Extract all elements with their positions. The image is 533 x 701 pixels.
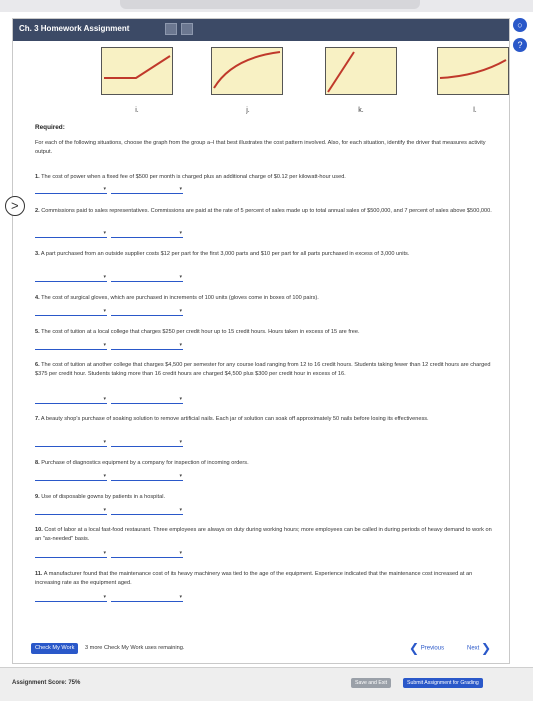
graph-label-l: l. [473, 107, 477, 114]
dropdown-arrow-icon: ▾ [179, 274, 182, 280]
next-label: Next [467, 645, 480, 652]
question-7 [35, 415, 495, 424]
question-4 [35, 294, 495, 303]
question-text: Commissions paid to sales representatives. Commissions are paid at the rate of 5 percent of sales made up to total annual sales of $500,000, and 7 percent of sales above $500,000. [41, 208, 492, 214]
question-8 [35, 459, 495, 468]
status-bar [0, 667, 533, 701]
dropdown-arrow-icon: ▾ [179, 507, 182, 513]
answer-row-7 [35, 439, 195, 447]
question-number: 7. [35, 416, 40, 422]
current-question-indicator[interactable] [5, 196, 25, 216]
driver-select-1[interactable] [111, 186, 183, 194]
graph-i-line [102, 48, 172, 94]
dropdown-arrow-icon: ▾ [179, 594, 182, 600]
submit-assignment-button[interactable]: Submit Assignment for Grading [403, 678, 483, 688]
dropdown-arrow-icon: ▾ [103, 507, 106, 513]
answer-row-3 [35, 274, 195, 282]
chevron-right-icon: ❯ [481, 641, 492, 655]
answer-row-8 [35, 473, 195, 481]
question-5 [35, 328, 495, 337]
remaining-uses-text: 3 more Check My Work uses remaining. [85, 645, 185, 651]
question-text: Purchase of diagnostics equipment by a company for inspection of incoming orders. [41, 460, 249, 466]
next-button[interactable] [467, 641, 491, 655]
driver-select-7[interactable] [111, 439, 183, 447]
graph-k-line [326, 48, 396, 94]
graph-select-4[interactable] [35, 308, 107, 316]
question-number: 8. [35, 460, 40, 466]
headset-icon[interactable]: ○ [513, 18, 527, 32]
graph-label-i: i. [135, 107, 139, 114]
graph-select-6[interactable] [35, 396, 107, 404]
question-number: 5. [35, 329, 40, 335]
question-number: 6. [35, 362, 40, 368]
graph-l-curve [438, 48, 508, 94]
chevron-right-icon: > [11, 198, 19, 213]
dropdown-arrow-icon: ▾ [103, 396, 106, 402]
answer-row-6 [35, 396, 195, 404]
driver-select-10[interactable] [111, 550, 183, 558]
graph-j-curve [212, 48, 282, 94]
dropdown-arrow-icon: ▾ [179, 473, 182, 479]
question-text: A part purchased from an outside supplier costs $12 per part for the first 3,000 parts and $10 per part for all parts purchased in excess of 3,000 units. [40, 251, 410, 257]
question-text: A manufacturer found that the maintenance cost of its heavy machinery was tied to the age of the equipment. Experience indicated that the maintenance cost increased at an increasing rate as the equipment aged. [35, 571, 473, 586]
page-icon[interactable] [181, 23, 193, 35]
dropdown-arrow-icon: ▾ [179, 396, 182, 402]
graph-j [211, 47, 283, 95]
question-10 [35, 526, 495, 544]
dropdown-arrow-icon: ▾ [179, 186, 182, 192]
answer-row-11 [35, 594, 195, 602]
driver-select-8[interactable] [111, 473, 183, 481]
dropdown-arrow-icon: ▾ [103, 473, 106, 479]
question-text: Use of disposable gowns by patients in a hospital. [41, 494, 165, 500]
graph-select-2[interactable] [35, 230, 107, 238]
dropdown-arrow-icon: ▾ [179, 439, 182, 445]
question-number: 2. [35, 208, 40, 214]
answer-row-9 [35, 507, 195, 515]
dropdown-arrow-icon: ▾ [179, 230, 182, 236]
question-11 [35, 570, 495, 588]
driver-select-6[interactable] [111, 396, 183, 404]
dropdown-arrow-icon: ▾ [103, 308, 106, 314]
question-9 [35, 493, 495, 502]
graph-k [325, 47, 397, 95]
graph-select-8[interactable] [35, 473, 107, 481]
question-3 [35, 250, 495, 259]
driver-select-11[interactable] [111, 594, 183, 602]
graph-select-1[interactable] [35, 186, 107, 194]
print-icon[interactable] [165, 23, 177, 35]
title-bar [13, 19, 509, 41]
assignment-window [12, 18, 510, 664]
address-bar[interactable] [120, 0, 420, 9]
dropdown-arrow-icon: ▾ [103, 550, 106, 556]
dropdown-arrow-icon: ▾ [103, 230, 106, 236]
help-icon[interactable]: ? [513, 38, 527, 52]
graph-label-k: k. [358, 107, 364, 114]
graph-l [437, 47, 509, 95]
assignment-score: Assignment Score: 75% [12, 680, 81, 686]
question-text: A beauty shop's purchase of soaking solution to remove artificial nails. Each jar of solution can soak off approximately 50 nails before losing its effectiveness. [40, 416, 429, 422]
dropdown-arrow-icon: ▾ [103, 186, 106, 192]
driver-select-2[interactable] [111, 230, 183, 238]
dropdown-arrow-icon: ▾ [179, 550, 182, 556]
driver-select-9[interactable] [111, 507, 183, 515]
save-and-exit-button[interactable]: Save and Exit [351, 678, 391, 688]
question-2 [35, 207, 495, 216]
browser-top-bar [0, 0, 533, 12]
question-number: 1. [35, 174, 40, 180]
assignment-footer [13, 637, 509, 657]
question-text: The cost of tuition at a local college that charges $250 per credit hour up to 15 credit hours. Hours taken in excess of 15 are free. [41, 329, 360, 335]
chevron-left-icon: ❮ [409, 641, 420, 655]
graph-select-7[interactable] [35, 439, 107, 447]
dropdown-arrow-icon: ▾ [103, 439, 106, 445]
dropdown-arrow-icon: ▾ [179, 308, 182, 314]
graph-select-10[interactable] [35, 550, 107, 558]
driver-select-4[interactable] [111, 308, 183, 316]
graph-i [101, 47, 173, 95]
driver-select-5[interactable] [111, 342, 183, 350]
check-my-work-button[interactable]: Check My Work [31, 643, 78, 654]
window-title: Ch. 3 Homework Assignment [19, 24, 130, 33]
graph-select-3[interactable] [35, 274, 107, 282]
question-1 [35, 173, 495, 182]
graph-select-5[interactable] [35, 342, 107, 350]
question-text: The cost of tuition at another college that charges $4,500 per semester for any course load ranging from 12 to 16 credit hours. Students taking fewer than 12 credit hours are charged $375 per credit hour. Students taking more than 16 credit hours are charged $4,500 plus $300 per credit hour in excess of 16. [35, 362, 491, 377]
graph-label-j: j. [246, 107, 250, 114]
driver-select-3[interactable] [111, 274, 183, 282]
question-number: 4. [35, 295, 40, 301]
graph-strip [13, 41, 509, 121]
question-text: The cost of surgical gloves, which are purchased in increments of 100 units (gloves come in boxes of 100 pairs). [41, 295, 319, 301]
dropdown-arrow-icon: ▾ [103, 274, 106, 280]
question-number: 10. [35, 527, 43, 533]
answer-row-1 [35, 186, 195, 194]
dropdown-arrow-icon: ▾ [103, 342, 106, 348]
question-number: 9. [35, 494, 40, 500]
answer-row-2 [35, 230, 195, 238]
answer-row-10 [35, 550, 195, 558]
question-number: 3. [35, 251, 40, 257]
question-text: Cost of labor at a local fast-food restaurant. Three employees are always on duty during working hours; more employees can be called in during periods of heavy demand to work on an "as-needed" basis. [35, 527, 492, 542]
graph-select-11[interactable] [35, 594, 107, 602]
answer-row-5 [35, 342, 195, 350]
previous-button[interactable] [409, 641, 444, 655]
dropdown-arrow-icon: ▾ [179, 342, 182, 348]
required-heading: Required: [35, 124, 65, 131]
question-text: The cost of power when a fixed fee of $500 per month is charged plus an additional charge of $0.12 per kilowatt-hour used. [41, 174, 346, 180]
dropdown-arrow-icon: ▾ [103, 594, 106, 600]
question-6 [35, 361, 495, 379]
instructions-text: For each of the following situations, choose the graph from the group a–l that best illustrates the cost pattern involved. Also, for each situation, identify the driver that measures activity output. [35, 140, 486, 155]
answer-row-4 [35, 308, 195, 316]
previous-label: Previous [420, 645, 445, 652]
graph-select-9[interactable] [35, 507, 107, 515]
question-number: 11. [35, 571, 43, 577]
